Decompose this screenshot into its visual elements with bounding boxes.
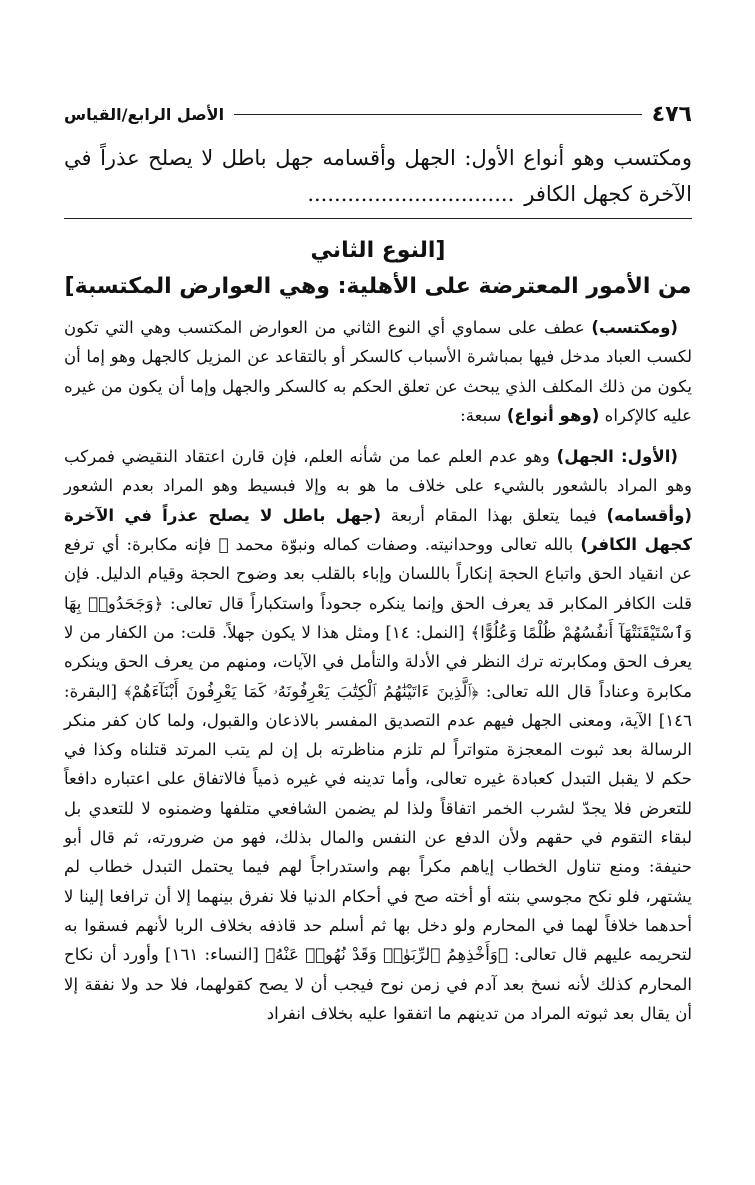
matn-divider	[64, 218, 692, 219]
paragraph-text: عطف على سماوي أي النوع الثاني من العوارض المكتسب وهي التي تكون لكسب العباد مدخل فيها بمباشرة الأسباب كالسكر أو بالتقاعد عن المزيل كالجهل وهو إما أن يكون من ذلك المكلف الذي يبحث عن تعلق الحكم به كالسكر والجهل وإما أن يكون من غيره عليه كالإكراه	[64, 318, 693, 425]
matn-line: ومكتسب وهو أنواع الأول: الجهل وأقسامه جهل باطل لا يصلح عذراً في الآخرة كجهل الكافر	[64, 146, 692, 206]
paragraph-text: سبعة:	[460, 405, 507, 425]
header-rule	[234, 114, 642, 115]
matn-dots: ...............................	[307, 182, 515, 206]
book-page	[64, 96, 692, 1156]
header-title: الأصل الرابع/القياس	[64, 104, 225, 124]
commentary-paragraph-2	[64, 442, 692, 1028]
bold-term: (ومكتسب)	[591, 318, 678, 337]
matn-text	[64, 140, 692, 212]
section-heading-line-2: من الأمور المعترضة على الأهلية: وهي العوارض المكتسبة]	[64, 274, 692, 299]
bold-term: (وأقسامه)	[606, 505, 692, 525]
bold-term: (الأول: الجهل)	[556, 447, 678, 467]
page-number: ٤٧٦	[651, 101, 692, 127]
paragraph-text: بالله تعالى ووحدانيته. وصفات كماله ونبوّة محمد ﷺ فإنه مكابرة: أي ترفع عن انقياد الحق واتباع الحجة إنكاراً باللسان وإباء بالقلب بعد وضوح الحجة وقيام الدليل. فإن قلت الكافر المكابر قد يعرف الحق وإنما ينكره جحوداً واستكباراً قال تعالى: ﴿وَجَحَدُوا۟ بِهَا وَٱسْتَيْقَنَتْهَآ أَنفُسُهُمْ ظُلْمًا وَعُلُوًّا﴾ [النمل: ١٤] ومثل هذا لا يكون جهلاً. قلت: من الكفار من لا يعرف الحق ومكابرته ترك النظر في الأدلة والتأمل في الآيات، ومنهم من يعرف الحق وينكره مكابرة وعناداً قال الله تعالى: ﴿ٱلَّذِينَ ءَاتَيْنَٰهُمُ ٱلْكِتَٰبَ يَعْرِفُونَهُۥ كَمَا يَعْرِفُونَ أَبْنَآءَهُمْ﴾ [البقرة: ١٤٦] الآية، ومعنى الجهل فيهم عدم التصديق المفسر بالاذعان والقبول، ولما كان كفر منكر الرسالة بعد ثبوت المعجزة متواتراً لم تلزم مناظرته بل إن لم يتب المرتد قتلناه وكذا في حكم لا يقبل التبدل كعبادة غيره تعالى، وأما تدينه في غيره ذمياً فالاتفاق على اعتباره دافعاً للتعرض فلا يجدّ لشرب الخمر اتفاقاً ولذا لم يضمن الشافعي متلفها وضمنوه لا للتعدي بل لبقاء التقوم في حقهم ولأن الدفع عن النفس والمال بذلك، فهو من ضرورته، ثم قال أبو حنيفة: ومنع تناول الخطاب إياهم مكراً بهم واستدراجاً لهم فيما يحتمل التبدل خطاب لم يشتهر، فلو نكح مجوسي بنته أو أخته صح في أحكام الدنيا فلا نفرق بينهما إلا أن ترافعا إلينا لا أحدهما خلافاً لهما في المحارم ولو دخل بها ثم أسلم حد قاذفه بخلاف الربا لأنهم فسقوا به لتحريمه عليهم قال تعالى: ﴿وَأَخْذِهِمُ ٱلرِّبَوٰا۟ وَقَدْ نُهُوا۟ عَنْهُ﴾ [النساء: ١٦١] وأورد أن نكاح المحارم كذلك لأنه نسخ بعد آدم في زمن نوح فيجب أن لا يصح كقولهما، فلا حد ولا نفقة إلا أن يقال بعد ثبوته المراد من تدينهم ما اتفقوا عليه بخلاف انفراد	[64, 535, 693, 1023]
paragraph-text: فيما يتعلق بهذا المقام أربعة	[381, 505, 607, 525]
section-heading-line-1: [النوع الثاني	[310, 238, 446, 263]
commentary-paragraph-1	[64, 313, 692, 430]
section-heading	[64, 233, 692, 305]
running-header	[64, 96, 692, 132]
bold-term: (وهو أنواع)	[506, 405, 600, 425]
paragraph-text: وهو عدم العلم عما من شأنه العلم، فإن قارن اعتقاد النقيضي فمركب وهو المراد بالشعور بالشيء على خلاف ما هو به وإلا فبسيط وهو المراد بعدم الشعور	[64, 447, 692, 496]
bold-term: (جهل باطل لا يصلح عذراً في الآخرة كجهل الكافر)	[64, 505, 692, 555]
